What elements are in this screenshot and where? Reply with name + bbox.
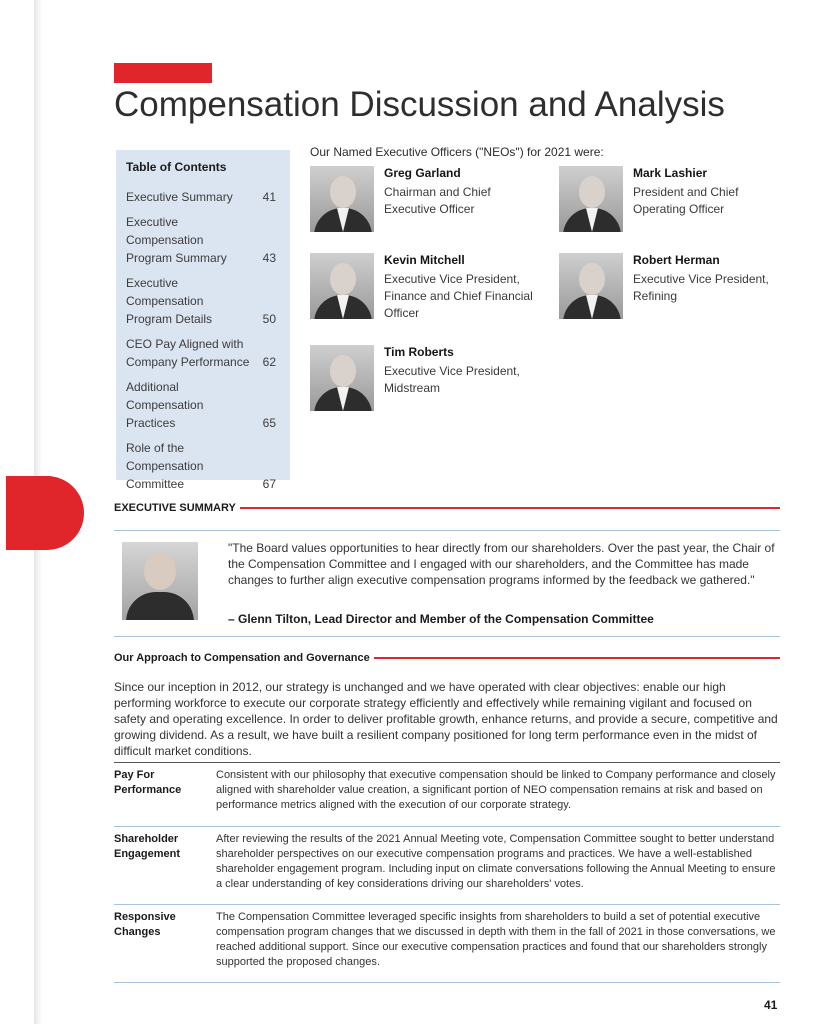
officer-card — [310, 345, 534, 411]
section-divider — [240, 507, 780, 509]
officer-photo — [310, 253, 374, 319]
quote-attribution: – Glenn Tilton, Lead Director and Member of the Compensation Committee — [228, 612, 654, 626]
officers-intro: Our Named Executive Officers ("NEOs") for 2021 were: — [310, 145, 604, 159]
officer-name: Greg Garland — [384, 166, 461, 180]
officer-card — [310, 166, 534, 232]
toc-item[interactable] — [126, 188, 282, 206]
toc-item[interactable] — [126, 335, 282, 371]
officer-role: Executive Vice President, Refining — [633, 272, 769, 303]
officer-card — [559, 166, 783, 232]
officer-name: Robert Herman — [633, 253, 720, 267]
officer-role: Chairman and Chief Executive Officer — [384, 185, 491, 216]
quote-bottom-rule — [114, 636, 780, 637]
officer-role: Executive Vice President, Finance and Chief Financial Officer — [384, 272, 533, 320]
approach-paragraph: Since our inception in 2012, our strategy is unchanged and we have operated with clear objectives: enable our high performing workforce to execute our corporate strategy efficiently and effectively while remaining vigilant and focused on safety and operating excellence. In order to deliver profitable growth, enhance returns, and provide a secure, competitive and growing dividend. As a result, we have built a resilient company positioned for long term performance even in the midst of difficult market conditions. — [114, 680, 778, 758]
page-title: Compensation Discussion and Analysis — [114, 85, 725, 124]
officer-photo — [310, 166, 374, 232]
row-text: After reviewing the results of the 2021 Annual Meeting vote, Compensation Committee sought to better understand shareholder perspectives on our executive compensation programs and practices. We have a well-established shareholder engagement program. Including input on climate conversations following the Annual Meeting to ensure a clear understanding of key considerations driving our shareholders' votes. — [216, 833, 776, 890]
officer-photo — [310, 345, 374, 411]
toc-item-page: 41 — [262, 190, 276, 204]
toc-item-page: 50 — [262, 312, 276, 326]
row-divider — [114, 904, 780, 905]
quote-speaker-photo — [122, 542, 198, 620]
section-heading: Our Approach to Compensation and Governance — [114, 652, 370, 664]
section-heading: EXECUTIVE SUMMARY — [114, 502, 236, 514]
toc-item-page: 43 — [262, 251, 276, 265]
officer-name: Kevin Mitchell — [384, 253, 465, 267]
officer-role: Executive Vice President, Midstream — [384, 364, 520, 395]
toc-item-page: 67 — [262, 477, 276, 491]
approach-header — [114, 652, 780, 664]
row-label: Shareholder Engagement — [114, 833, 181, 860]
title-accent-bar — [114, 63, 212, 83]
page-number: 41 — [764, 998, 778, 1012]
toc-item-label: CEO Pay Aligned with Company Performance — [126, 337, 250, 369]
quote-text: "The Board values opportunities to hear directly from our shareholders. Over the past year, the Chair of the Compensation Committee and I engaged with our shareholders, and the Committee has made changes to further align executive compensation programs informed by the feedback we gathered." — [228, 541, 775, 587]
row-divider — [114, 982, 780, 983]
officer-photo — [559, 166, 623, 232]
toc-item[interactable] — [126, 213, 282, 267]
officer-photo — [559, 253, 623, 319]
row-text: Consistent with our philosophy that executive compensation should be linked to Company performance and closely aligned with shareholder value creation, a significant portion of NEO compensation remains at risk and based on performance metrics aligned with the execution of our corporate strategy. — [216, 769, 776, 811]
row-text: The Compensation Committee leveraged specific insights from shareholders to build a set of potential executive compensation program changes that we discussed in depth with them in the fall of 2021 in those conversations, we reached additional support. Since our executive compensation practices and found that our shareholders strongly supported the proposed changes. — [216, 911, 776, 968]
row-divider — [114, 762, 780, 763]
toc-item-label: Executive Compensation Program Details — [126, 276, 213, 326]
toc-item[interactable] — [126, 378, 282, 432]
toc-heading: Table of Contents — [126, 160, 227, 174]
toc-item[interactable] — [126, 439, 282, 493]
toc-item[interactable] — [126, 274, 282, 328]
toc-item-page: 65 — [262, 416, 276, 430]
quote-top-rule — [114, 530, 780, 531]
executive-summary-header — [114, 502, 780, 514]
officer-name: Tim Roberts — [384, 345, 454, 359]
toc-item-label: Role of the Compensation Committee — [126, 441, 204, 491]
row-divider — [114, 826, 780, 827]
officer-card — [310, 253, 534, 322]
officer-card — [559, 253, 783, 319]
officer-name: Mark Lashier — [633, 166, 708, 180]
toc-item-page: 62 — [262, 355, 276, 369]
toc-item-label: Executive Compensation Program Summary — [126, 215, 227, 265]
officer-role: President and Chief Operating Officer — [633, 185, 739, 216]
toc-item-label: Executive Summary — [126, 190, 233, 204]
table-of-contents — [116, 150, 290, 491]
row-label: Pay For Performance — [114, 769, 182, 796]
section-divider — [374, 657, 780, 659]
toc-item-label: Additional Compensation Practices — [126, 380, 204, 430]
row-label: Responsive Changes — [114, 911, 176, 938]
section-tab-marker — [6, 476, 84, 550]
